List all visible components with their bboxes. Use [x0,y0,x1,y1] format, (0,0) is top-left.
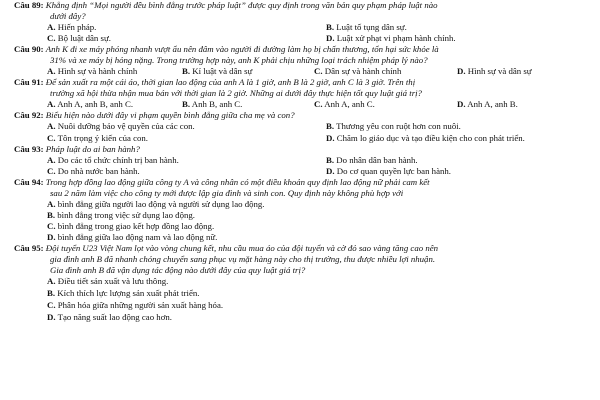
option-letter: D. [47,312,56,322]
question-89-option-d[interactable] [326,33,456,44]
question-90-option-a[interactable] [47,66,137,77]
question-number: Câu 95: [14,243,44,253]
option-letter: C. [314,66,323,76]
option-letter: C. [47,166,56,176]
question-91-line-2 [50,88,422,99]
question-text-line: gia đình anh B đã nhanh chóng chuyển sang phục vụ mặt hàng này cho thị trường, thu được nhiều lợi nhuận. [50,254,436,264]
option-text: Phân hóa giữa những người sản xuất hàng hóa. [57,300,224,310]
option-letter: B. [47,288,56,298]
question-95-line-3 [50,265,305,276]
question-text-line: Khẳng định “Mọi người đều bình đẳng trước pháp luật” được quy định trong văn bản quy phạm pháp luật nào [45,0,438,10]
question-93-option-c[interactable] [47,166,140,177]
option-text: Tôn trọng ý kiến của con. [57,133,148,143]
option-letter: D. [326,166,335,176]
option-text: Anh B, anh C. [191,99,243,109]
question-95-option-d[interactable] [47,312,172,323]
option-letter: C. [47,33,56,43]
question-93-option-b[interactable] [326,155,418,166]
question-text-line: 31% và xe máy bị hỏng nặng. Trong trường hợp này, anh K phải chịu những loại trách nhiệm pháp lý nào? [50,55,428,65]
option-letter: D. [326,33,335,43]
question-text-line: Đội tuyển U23 Việt Nam lọt vào vòng chung kết, nhu cầu mua áo của đội tuyển và cờ đỏ sao vàng tăng cao nên [45,243,439,253]
question-91-option-a[interactable] [47,99,133,110]
question-text-line: dưới đây? [50,11,86,21]
question-95-option-c[interactable] [47,300,223,311]
option-letter: B. [47,210,56,220]
option-letter: D. [326,133,335,143]
question-89-option-b[interactable] [326,22,407,33]
question-94-line-2 [50,188,403,199]
question-89-option-a[interactable] [47,22,96,33]
question-text-line: Để sản xuất ra một cái áo, thời gian lao động của anh A là 1 giờ, anh B là 2 giờ, anh C là 3 giờ. Trên thị [45,77,416,87]
question-number: Câu 94: [14,177,44,187]
question-text-line: Pháp luật do ai ban hành? [45,144,140,154]
question-number: Câu 89: [14,0,44,10]
option-letter: A. [47,22,56,32]
option-text: Tạo năng suất lao động cao hơn. [57,312,172,322]
question-92-option-b[interactable] [326,121,461,132]
option-text: Do các tổ chức chính trị ban hành. [57,155,179,165]
option-text: Luật xử phạt vi phạm hành chính. [336,33,456,43]
option-text: Do cơ quan quyền lực ban hành. [336,166,451,176]
question-94-option-b[interactable] [47,210,195,221]
option-text: Kỉ luật và dân sự [192,66,253,76]
question-number: Câu 92: [14,110,44,120]
question-93-option-d[interactable] [326,166,451,177]
option-text: Chăm lo giáo dục và tạo điều kiện cho con phát triển. [336,133,525,143]
question-92-option-c[interactable] [47,133,148,144]
question-91-option-c[interactable] [314,99,375,110]
option-letter: C. [314,99,323,109]
option-letter: D. [47,232,56,242]
option-text: Điều tiết sản xuất và lưu thông. [57,276,169,286]
question-89-option-c[interactable] [47,33,111,44]
option-text: Anh A, anh C. [324,99,375,109]
option-letter: B. [326,121,335,131]
option-letter: A. [47,155,56,165]
option-text: Do nhân dân ban hành. [336,155,418,165]
question-text-line: Anh K đi xe máy phóng nhanh vượt ẩu nên đâm vào người đi đường làm họ bị chấn thương, tổn hại sức khỏe là [45,44,439,54]
question-90-option-d[interactable] [457,66,532,77]
option-letter: C. [47,300,56,310]
question-text-line: Gia đình anh B đã vận dụng tác động nào dưới đây của quy luật giá trị? [50,265,306,275]
option-text: Do nhà nước ban hành. [57,166,140,176]
option-text: Bộ luật dân sự. [57,33,111,43]
question-91-option-d[interactable] [457,99,518,110]
option-text: Nuôi dưỡng bảo vệ quyền của các con. [57,121,195,131]
option-text: Hình sự và dân sự [467,66,532,76]
option-letter: D. [457,66,466,76]
question-95-header [14,243,438,254]
option-letter: B. [326,155,335,165]
question-94-option-c[interactable] [47,221,214,232]
option-letter: A. [47,99,56,109]
question-93-option-a[interactable] [47,155,179,166]
question-94-option-d[interactable] [47,232,217,243]
question-89-line-2 [50,11,86,22]
option-letter: A. [47,66,56,76]
question-91-header [14,77,415,88]
option-letter: A. [47,276,56,286]
question-90-option-b[interactable] [182,66,252,77]
option-text: Anh A, anh B. [467,99,518,109]
option-text: Luật tố tụng dân sự. [336,22,407,32]
question-95-line-2 [50,254,435,265]
option-letter: B. [326,22,335,32]
option-letter: A. [47,199,56,209]
question-89-header [14,0,438,11]
option-letter: C. [47,133,56,143]
question-text-line: Trong hợp đồng lao động giữa công ty A và công nhân có một điều khoản quy định lao động nữ phải cam kết [45,177,430,187]
question-number: Câu 90: [14,44,44,54]
option-text: Dân sự và hành chính [324,66,402,76]
option-text: bình đẳng giữa người lao động và người sử dụng lao động. [57,199,265,209]
question-94-header [14,177,430,188]
question-90-header [14,44,439,55]
question-text-line: Biểu hiện nào dưới đây vi phạm quyền bình đẳng giữa cha mẹ và con? [45,110,295,120]
question-90-line-2 [50,55,428,66]
question-text-line: trường xã hội thừa nhận mua bán với thời gian là 2 giờ. Những ai dưới đây thực hiện tốt quy luật giá trị? [50,88,422,98]
option-letter: B. [182,99,191,109]
question-number: Câu 91: [14,77,44,87]
option-text: bình đẳng trong giao kết hợp đồng lao động. [57,221,215,231]
question-text-line: sau 2 năm làm việc cho công ty mới được lập gia đình và sinh con. Quy định này không phù hợp với [50,188,404,198]
question-94-option-a[interactable] [47,199,265,210]
question-92-header [14,110,295,121]
option-letter: D. [457,99,466,109]
option-text: Hình sự và hành chính [57,66,138,76]
option-text: Thương yêu con ruột hơn con nuôi. [336,121,461,131]
question-92-option-d[interactable] [326,133,525,144]
option-text: bình đẳng giữa lao động nam và lao động nữ. [57,232,218,242]
option-letter: B. [182,66,191,76]
question-92-option-a[interactable] [47,121,195,132]
option-text: Anh A, anh B, anh C. [57,99,134,109]
question-95-option-b[interactable] [47,288,199,299]
option-text: Kích thích lực lượng sản xuất phát triển. [57,288,200,298]
option-text: bình đẳng trong việc sử dụng lao động. [57,210,195,220]
question-91-option-b[interactable] [182,99,242,110]
option-text: Hiến pháp. [57,22,97,32]
question-95-option-a[interactable] [47,276,168,287]
question-number: Câu 93: [14,144,44,154]
option-letter: C. [47,221,56,231]
option-letter: A. [47,121,56,131]
question-90-option-c[interactable] [314,66,401,77]
question-93-header [14,144,140,155]
